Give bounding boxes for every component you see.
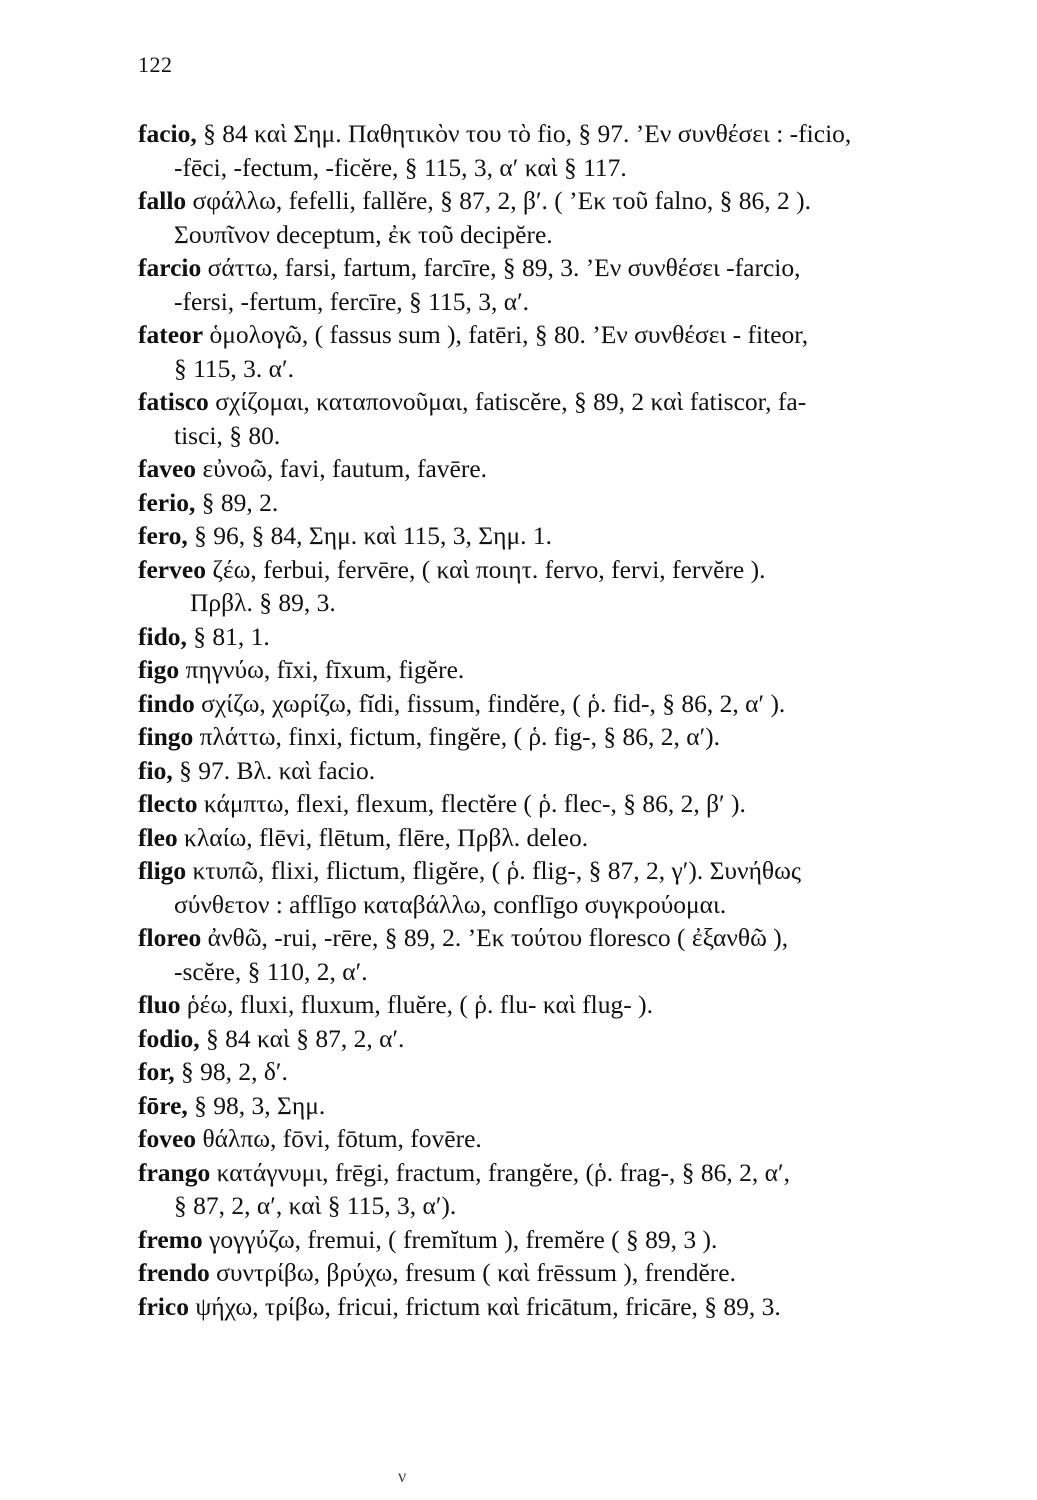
dictionary-entries (138, 117, 988, 1323)
headword: fligo (138, 856, 187, 885)
entry-fateor (138, 318, 988, 385)
entry-text: πηγνύω, fīxi, fīxum, figĕre. (185, 655, 465, 684)
headword: fido, (138, 621, 187, 651)
entry-text: § 84 καὶ Σημ. Παθητικὸν του τὸ fio, § 97. ’Εν συνθέσει : -ficio, (203, 119, 852, 148)
entry-continuation: § 87, 2, α′, καὶ § 115, 3, α′). (174, 1191, 457, 1220)
headword: for, (138, 1057, 175, 1086)
entry-text: σχίζομαι, καταπονοῦμαι, fatiscĕre, § 89, 2 καὶ fatiscor, fa- (215, 387, 807, 416)
entry-continuation: tisci, § 80. (174, 420, 281, 450)
entry-fatisco (138, 385, 988, 452)
entry-fleo (138, 821, 988, 855)
entry-text: συντρίβω, βρύχω, fresum ( καὶ frēssum ), frendĕre. (216, 1258, 736, 1287)
entry-frico (138, 1290, 988, 1324)
entry-continuation: Πρβλ. § 89, 3. (190, 588, 336, 617)
headword: figo (138, 655, 180, 684)
headword: fateor (138, 320, 204, 349)
headword: findo (138, 688, 195, 718)
entry-flecto (138, 787, 988, 821)
entry-text: § 89, 2. (201, 487, 279, 517)
entry-frendo (138, 1256, 988, 1290)
entry-continuation: σύνθετον : afflīgo καταβάλλω, conflīgo συγκρούομαι. (174, 889, 727, 919)
entry-text: κλαίω, flēvi, flētum, flēre, Πρβλ. deleo. (184, 822, 589, 852)
entry-text: θάλπω, fōvi, fōtum, fovēre. (202, 1124, 482, 1153)
entry-fingo (138, 720, 988, 754)
entry-farcio (138, 251, 988, 318)
headword: foveo (138, 1124, 197, 1153)
entry-text: ἀνθῶ, -rui, -rēre, § 89, 2. ’Εκ τούτου floresco ( ἐξανθῶ ), (207, 923, 789, 952)
headword: fero, (138, 521, 188, 550)
entry-text: γογγύζω, fremui, ( fremĭtum ), fremĕre ( § 89, 3 ). (209, 1224, 718, 1254)
entry-fluo (138, 988, 988, 1022)
entry-continuation: Σουπῖνον deceptum, ἐκ τοῦ decipĕre. (174, 219, 553, 249)
entry-fremo (138, 1223, 988, 1257)
entry-text: σχίζω, χωρίζω, fĭdi, fissum, findĕre, ( ῥ. fid-, § 86, 2, α′ ). (201, 688, 786, 718)
headword: frango (138, 1157, 211, 1187)
entry-continuation: -fersi, -fertum, fercīre, § 115, 3, α′. (174, 286, 530, 316)
entry-text: ῥέω, fluxi, fluxum, fluĕre, ( ῥ. flu- καὶ flug- ). (186, 990, 653, 1019)
entry-facio (138, 117, 988, 184)
entry-continuation: -fēci, -fectum, -ficĕre, § 115, 3, α′ καὶ § 117. (174, 152, 627, 182)
headword: fatisco (138, 387, 209, 416)
entry-text: § 97. Βλ. καὶ facio. (179, 755, 376, 785)
entry-text: πλάττω, finxi, fictum, fingĕre, ( ῥ. fig-, § 86, 2, α′). (199, 722, 721, 751)
headword: fōre, (138, 1090, 188, 1120)
entry-fligo (138, 854, 988, 921)
entry-continuation: § 115, 3. α′. (174, 353, 294, 383)
entry-frango (138, 1156, 988, 1223)
entry-floreo (138, 921, 988, 988)
entry-foveo (138, 1122, 988, 1156)
headword: ferio, (138, 487, 196, 517)
headword: fremo (138, 1224, 203, 1254)
page-number: 122 (138, 52, 173, 77)
entry-text: κτυπῶ, flixi, flictum, fligĕre, ( ῥ. flig-, § 87, 2, γ′). Συνήθως (192, 856, 801, 885)
printer-mark: ν (398, 1466, 407, 1486)
headword: fluo (138, 990, 181, 1019)
entry-text: σάττω, farsi, fartum, farcīre, § 89, 3. ’Εν συνθέσει -farcio, (207, 253, 801, 282)
headword: fodio, (138, 1023, 200, 1053)
headword: fingo (138, 722, 194, 751)
entry-figo (138, 653, 988, 687)
headword: facio, (138, 119, 197, 148)
entry-text: κατάγνυμι, frēgi, fractum, frangĕre, (ῥ. frag-, § 86, 2, α′, (216, 1157, 790, 1187)
entry-ferio (138, 486, 988, 520)
headword: ferveo (138, 554, 206, 584)
entry-for (138, 1055, 988, 1089)
entry-fero (138, 519, 988, 553)
headword: faveo (138, 454, 197, 483)
headword: frendo (138, 1258, 210, 1287)
headword: frico (138, 1291, 189, 1321)
entry-fore (138, 1089, 988, 1123)
entry-findo (138, 687, 988, 721)
entry-text: σφάλλω, fefelli, fallĕre, § 87, 2, β′. ( ’Εκ τοῦ falno, § 86, 2 ). (192, 186, 811, 215)
headword: fleo (138, 822, 178, 852)
entry-text: § 84 καὶ § 87, 2, α′. (206, 1023, 405, 1053)
headword: fallo (138, 186, 187, 215)
entry-fido (138, 620, 988, 654)
entry-continuation: -scĕre, § 110, 2, α′. (174, 956, 368, 986)
entry-text: κάμπτω, flexi, flexum, flectĕre ( ῥ. flec-, § 86, 2, β′ ). (203, 789, 746, 818)
entry-fallo (138, 184, 988, 251)
entry-text: ψήχω, τρίβω, fricui, frictum καὶ fricātum, fricāre, § 89, 3. (195, 1291, 781, 1321)
entry-text: § 96, § 84, Σημ. καὶ 115, 3, Σημ. 1. (194, 521, 553, 550)
entry-text: ζέω, ferbui, fervēre, ( καὶ ποιητ. fervo, fervi, fervĕre ). (212, 554, 766, 584)
headword: flecto (138, 789, 198, 818)
entry-text: ὁμολογῶ, ( fassus sum ), fatēri, § 80. ’Εν συνθέσει - fiteor, (209, 320, 809, 349)
entry-fodio (138, 1022, 988, 1056)
entry-faveo (138, 452, 988, 486)
entry-text: § 81, 1. (193, 621, 270, 651)
entry-text: § 98, 3, Σημ. (194, 1090, 326, 1120)
entry-fio (138, 754, 988, 788)
entry-ferveo (138, 553, 988, 620)
headword: floreo (138, 923, 202, 952)
headword: farcio (138, 253, 202, 282)
entry-text: § 98, 2, δ′. (180, 1057, 288, 1086)
headword: fio, (138, 755, 173, 785)
entry-text: εὐνοῶ, favi, fautum, favēre. (202, 454, 488, 483)
